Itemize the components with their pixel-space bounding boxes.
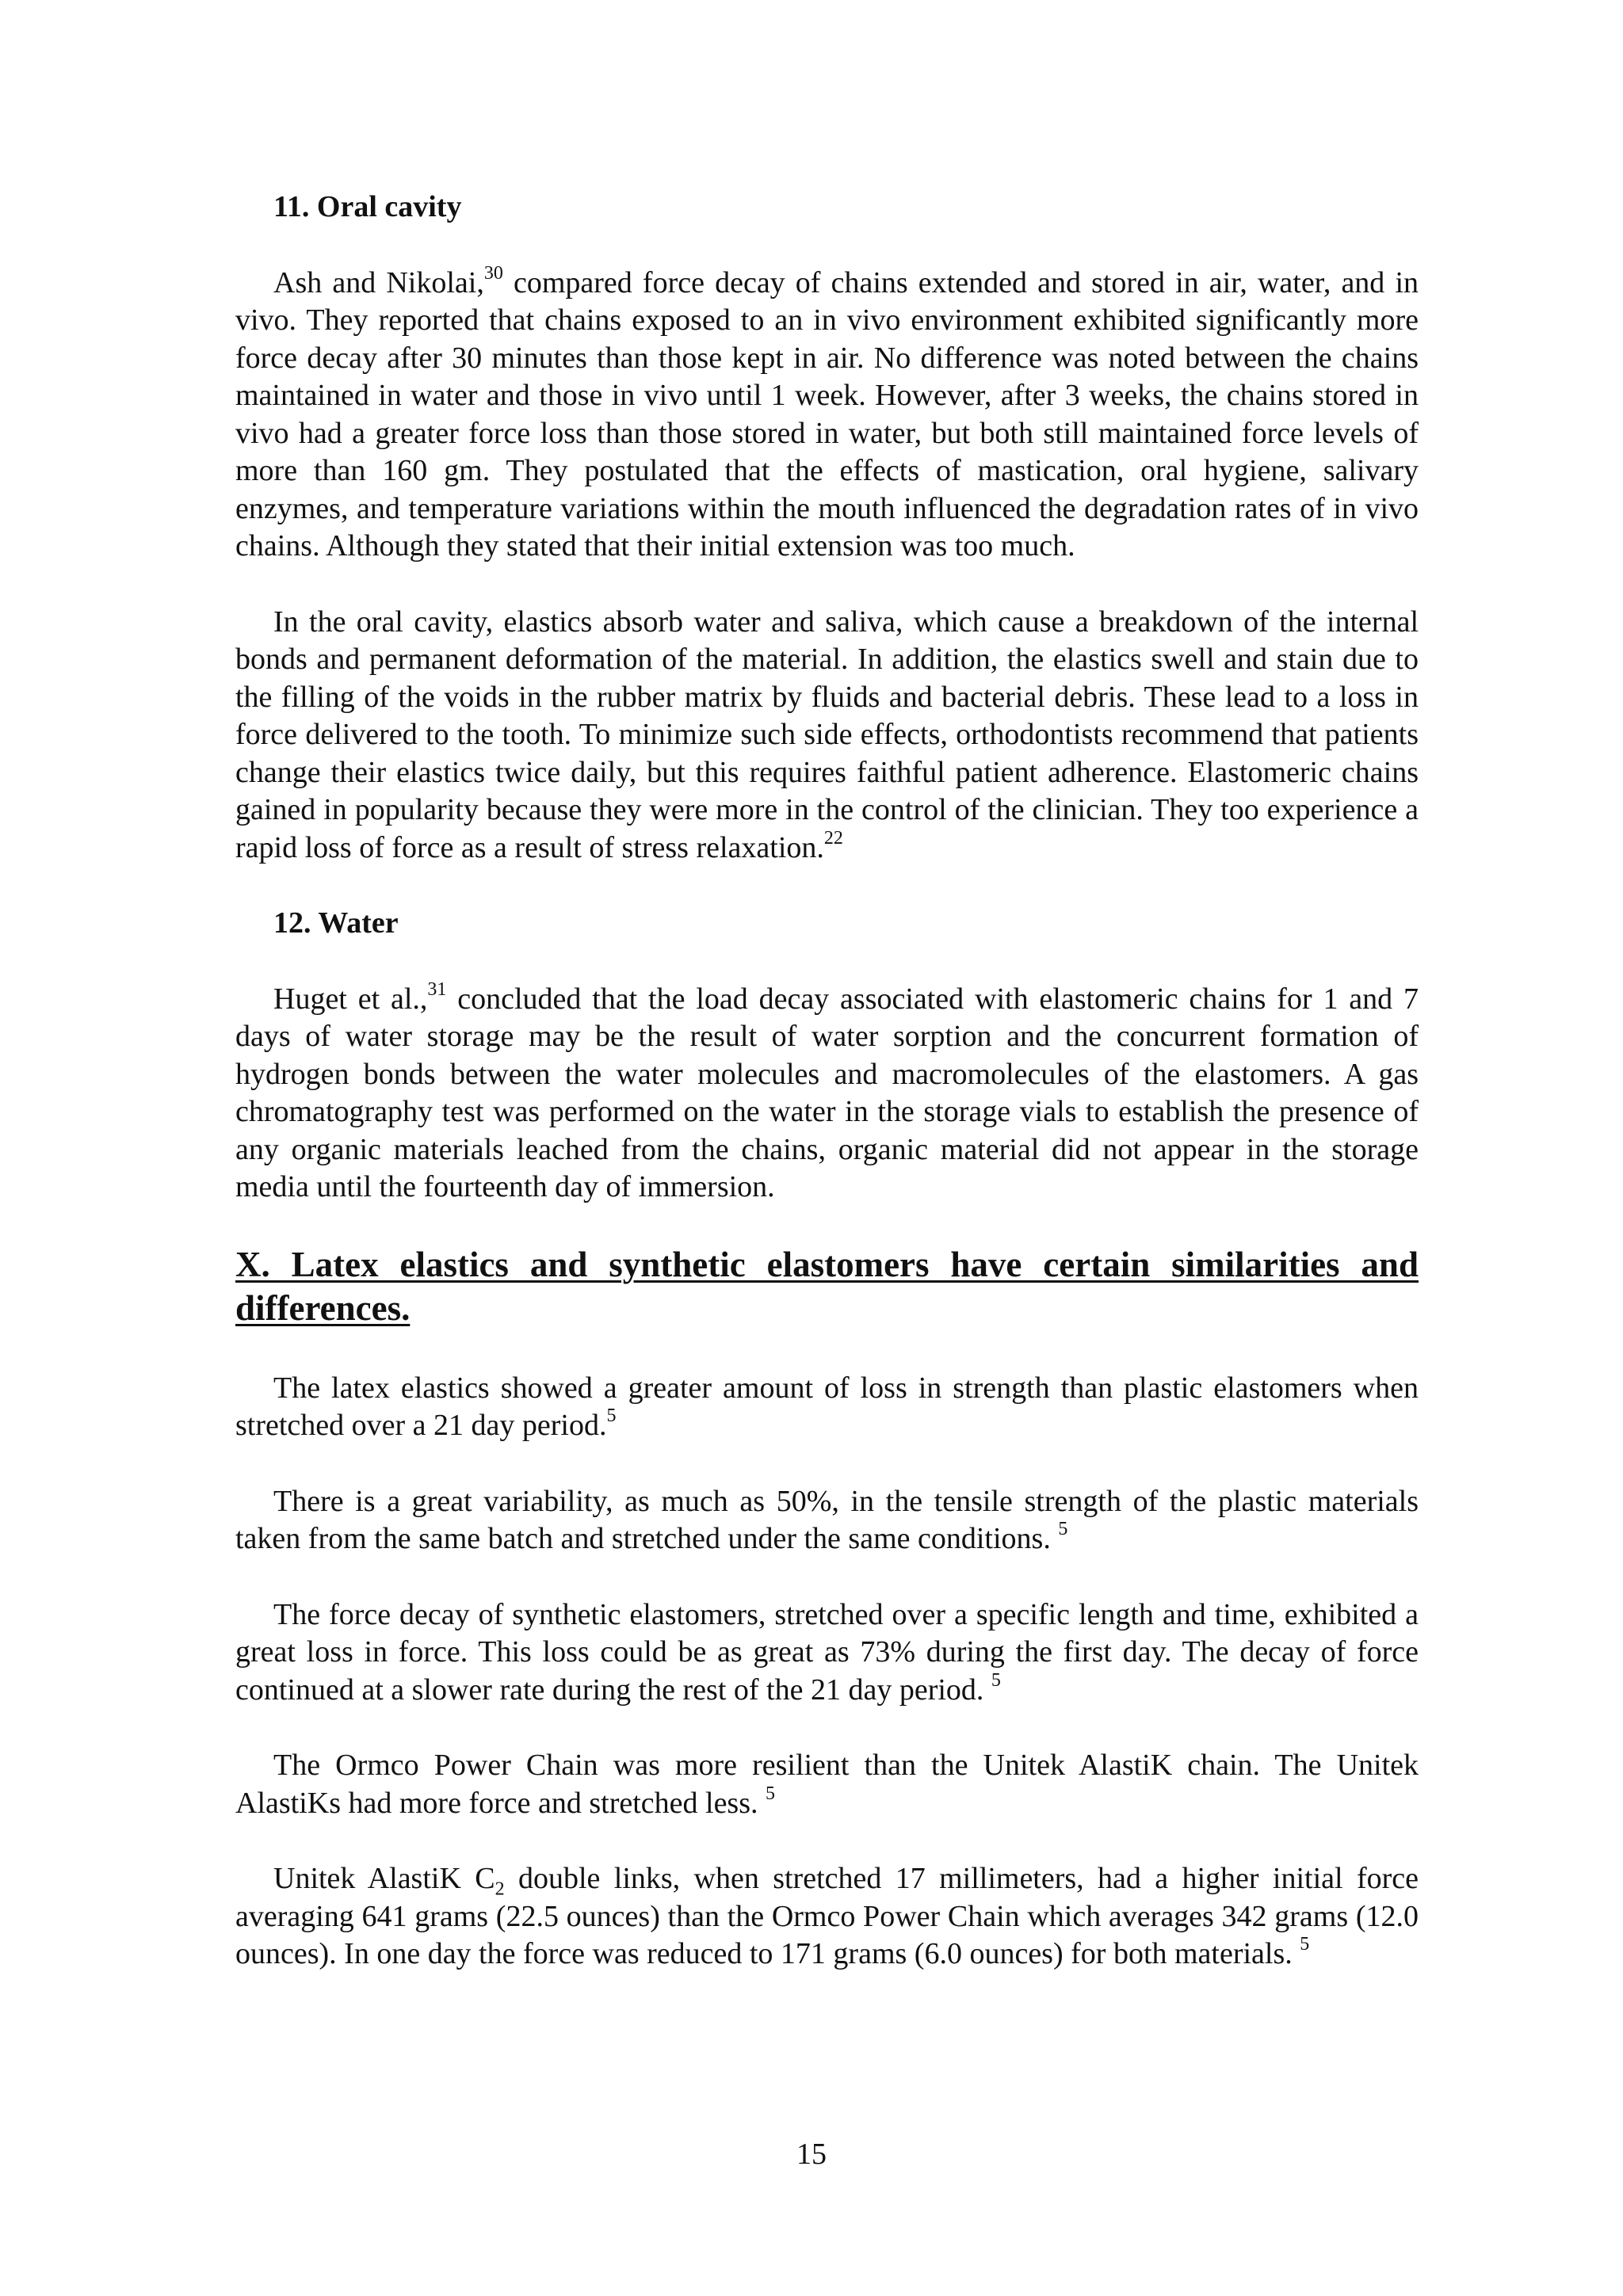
citation-5: 5 [1058,1519,1068,1540]
subscript-2: 2 [495,1878,505,1900]
citation-5: 5 [1300,1934,1310,1955]
paragraph-latex-5: Unitek AlastiK $C_2$ double links, when stretched 17 millimeters, had a higher initial force averaging 641 grams (22.5 ounces) than the Ormco Power Chain which averages 342 grams (12.0 ounces). In one day the force was reduced to 171 grams (6.0 ounces) for both materials. $^5$ [235,1862,1419,1970]
paragraph-latex-4: The Ormco Power Chain was more resilient than the Unitek AlastiK chain. The Unitek AlastiKs had more force and stretched less. $^5$ [235,1749,1419,1820]
paragraph-oral-cavity-1: Ash and Nikolai,$^{30}$ compared force decay of chains extended and stored in air, water, and in vivo. They reported that chains exposed to an in vivo environment exhibited significantly more force decay after 30 minutes than those kept in air. No difference was noted between the chains maintained in water and those in vivo until 1 week. However, after 3 weeks, the chains stored in vivo had a greater force loss than those stored in water, but both still maintained force levels of more than 160 gm. They postulated that the effects of mastication, oral hygiene, salivary enzymes, and temperature variations within the mouth influenced the degradation rates of in vivo chains. Although they stated that their initial extension was too much. [235,262,1419,563]
citation-5: 5 [606,1405,617,1427]
paragraph-latex-3: The force decay of synthetic elastomers, stretched over a specific length and time, exhibited a great loss in force. This loss could be as great as 73% during the first day. The decay of force continued at a slower rate during the rest of the 21 day period. $^5$ [235,1597,1419,1707]
citation-31: 31 [427,978,447,1000]
section-heading-oral-cavity: 11. Oral cavity [273,190,462,223]
citation-30: 30 [483,262,503,284]
page-content [235,189,1419,1974]
paragraph-oral-cavity-2: In the oral cavity, elastics absorb water and saliva, which cause a breakdown of the internal bonds and permanent deformation of the material. In addition, the elastics swell and stain due to the filling of the voids in the rubber matrix by fluids and bacterial debris. These lead to a loss in force delivered to the tooth. To minimize such side effects, orthodontists recommend that patients change their elastics twice daily, but this requires faithful patient adherence. Elastomeric chains gained in popularity because they were more in the control of the clinician. They too experience a rapid loss of force as a result of stress relaxation.$^{22}$ [235,605,1419,864]
section-heading-latex-elastics: X. Latex elastics and synthetic elastomers have certain similarities and differences. [235,1244,1419,1328]
section-heading-water: 12. Water [273,906,399,940]
citation-22: 22 [823,827,843,849]
citation-5: 5 [766,1783,776,1804]
paragraph-water-1: Huget et al.,$^{31}$ concluded that the load decay associated with elastomeric chains for 1 and 7 days of water storage may be the result of water sorption and the concurrent formation of hydrogen bonds between the water molecules and macromolecules of the elastomers. A gas chromatography test was performed on the water in the storage vials to establish the presence of any organic materials leached from the chains, organic material did not appear in the storage media until the fourteenth day of immersion. [235,978,1419,1203]
paragraph-latex-2: There is a great variability, as much as 50%, in the tensile strength of the plastic materials taken from the same batch and stretched under the same conditions. $^5$ [235,1484,1419,1555]
page-number: 15 [796,2138,827,2171]
citation-5: 5 [991,1669,1001,1691]
paragraph-latex-1: The latex elastics showed a greater amount of loss in strength than plastic elastomers when stretched over a 21 day period.$^5$ [235,1371,1419,1442]
